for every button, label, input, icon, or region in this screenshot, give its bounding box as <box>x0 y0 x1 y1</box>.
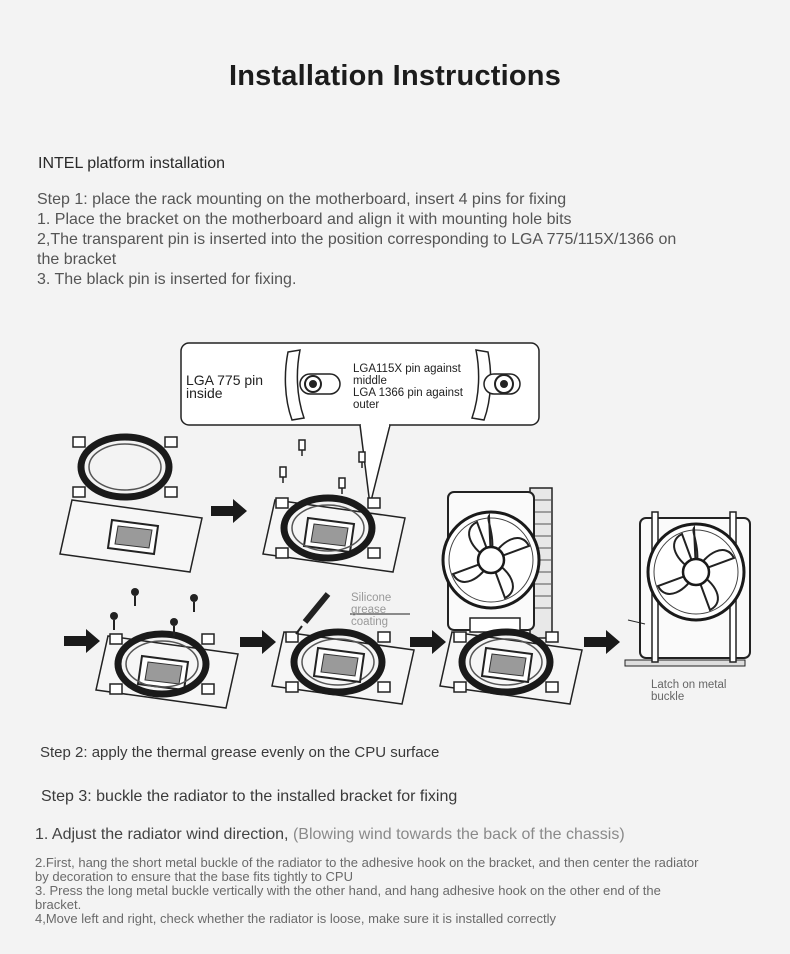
adjust-paren: (Blowing wind towards the back of the chassis) <box>292 826 625 843</box>
adjust-main: 1. Adjust the radiator wind direction, <box>35 826 289 843</box>
step2-heading: Step 2: apply the thermal grease evenly on the CPU surface <box>40 744 440 761</box>
latch-label: Latch on metal buckle <box>651 679 727 703</box>
step1-line2a: 2,The transparent pin is inserted into the position corresponding to LGA 775/115X/1366 on <box>37 231 677 248</box>
step1-line3: 3. The black pin is inserted for fixing. <box>37 271 297 288</box>
step-bracket-ready <box>440 632 582 704</box>
step-transparent-pins <box>263 440 405 572</box>
callout-lga775: LGA 775 pin inside <box>186 372 264 401</box>
arrow-icon <box>240 630 276 654</box>
note-2: 2.First, hang the short metal buckle of the radiator to the adhesive hook on the bracket, and then center the radiator by decoration to ensure that the base fits tightly to CPU <box>35 855 699 884</box>
cpu-cooler-side <box>443 488 552 638</box>
arrow-icon <box>211 499 247 523</box>
arrow-icon <box>410 630 446 654</box>
platform-heading: INTEL platform installation <box>38 155 226 172</box>
cpu-cooler-front <box>625 512 750 666</box>
step1-line2b: the bracket <box>37 251 117 268</box>
note-3: 3. Press the long metal buckle vertically with the other hand, and hang adhesive hook on the other end of the bracket. <box>35 883 661 912</box>
step-thermal-grease <box>272 594 414 704</box>
callout-lga115x-1366: LGA115X pin against middle LGA 1366 pin against outer <box>353 363 463 411</box>
step3-heading: Step 3: buckle the radiator to the installed bracket for fixing <box>41 788 458 805</box>
page-title: Installation Instructions <box>228 60 562 92</box>
step-black-pins <box>96 588 238 708</box>
grease-label: Silicone grease coating <box>351 592 392 628</box>
arrow-icon <box>64 629 100 653</box>
arrow-icon <box>584 630 620 654</box>
adjust-line <box>35 826 625 844</box>
note-4: 4,Move left and right, check whether the radiator is loose, make sure it is installed correctly <box>35 911 556 926</box>
step1-heading: Step 1: place the rack mounting on the motherboard, insert 4 pins for fixing <box>37 191 567 208</box>
step1-line1: 1. Place the bracket on the motherboard and align it with mounting hole bits <box>37 211 572 228</box>
step-bracket-separate <box>60 437 202 572</box>
